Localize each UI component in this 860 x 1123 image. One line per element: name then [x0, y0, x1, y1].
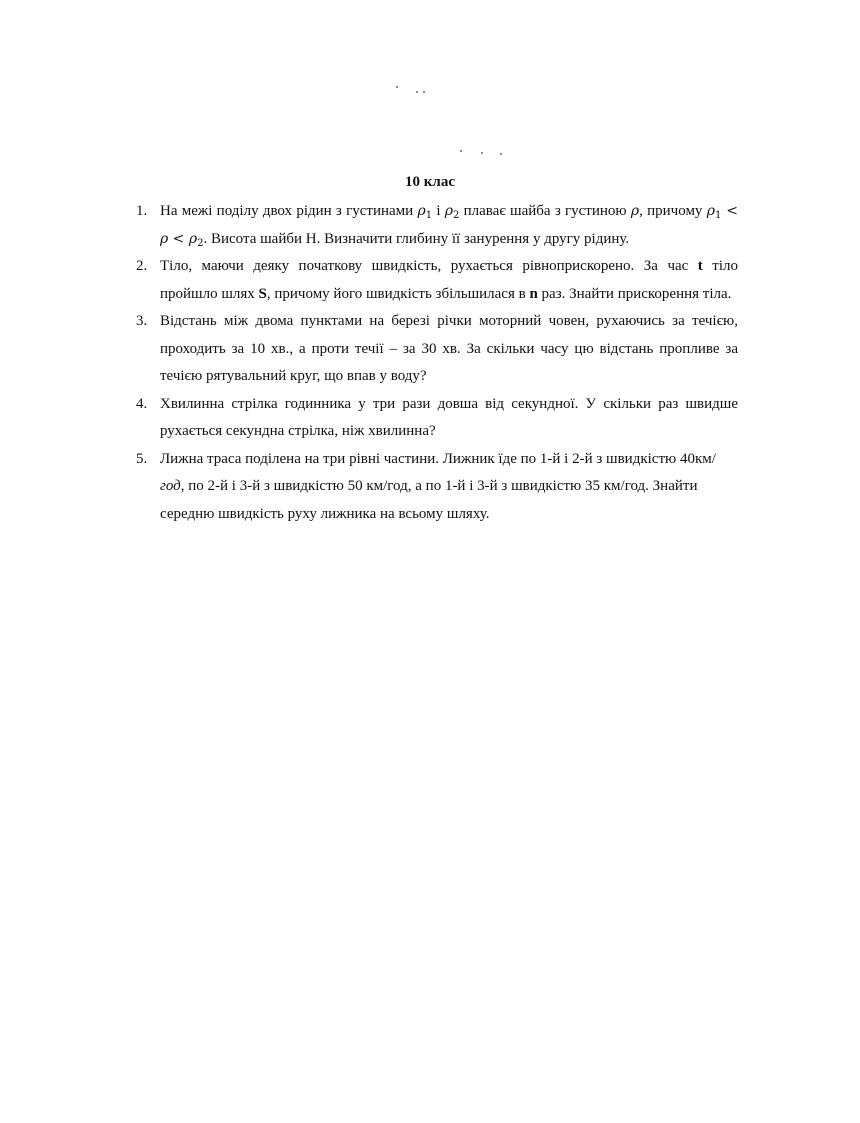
scan-speck: [416, 91, 418, 93]
problem-number: 2.: [136, 258, 148, 274]
problem-number: 3.: [136, 313, 148, 329]
problem-number: 5.: [136, 450, 148, 467]
problem-2: 2. Тіло, маючи деяку початкову швидкість, рухається рівноприскорено. За час t тіло пройшло шлях S, причому його швидкість збільшилася в n раз. Знайти прискорення тіла.: [136, 253, 738, 308]
problem-list: [136, 198, 738, 528]
problem-number: 1.: [136, 203, 148, 219]
scan-speck: [500, 153, 502, 155]
problem-number: 4.: [136, 395, 148, 412]
scan-speck: [460, 150, 462, 152]
problem-5: 5. Лижна траса поділена на три рівні частини. Лижник їде по 1-й і 2-й з швидкістю 40км/год, по 2-й і 3-й з швидкістю 50 км/год, а по 1-й і 3-й з швидкістю 35 км/год. Знайти середню швидкість руху лижника на всьому шляху.: [136, 446, 738, 529]
scan-speck: [396, 86, 398, 88]
page-title: 10 клас: [405, 174, 455, 190]
problem-4: 4. Хвилинна стрілка годинника у три рази довша від секундної. У скільки раз швидше рухається секундна стрілка, ніж хвилинна?: [136, 391, 738, 446]
problem-3: 3. Відстань між двома пунктами на березі річки моторний човен, рухаючись за течією, проходить за 10 хв., а проти течії – за 30 хв. За скільки часу цю відстань пропливе за течією рятувальний круг, що впав у воду?: [136, 308, 738, 391]
scan-speck: [423, 91, 425, 93]
problem-1: 1. На межі поділу двох рідин з густинами $\rho_1$ і $\rho_2$ плаває шайба з густиною ρ, причому $\rho_1 < \rho < \rho_2$. Висота шайби H. Визначити глибину її занурення у другу рідину.: [136, 198, 738, 253]
density-inequality: $\rho_1 < \rho < \rho_2$: [160, 203, 738, 249]
scan-speck: [481, 152, 483, 154]
